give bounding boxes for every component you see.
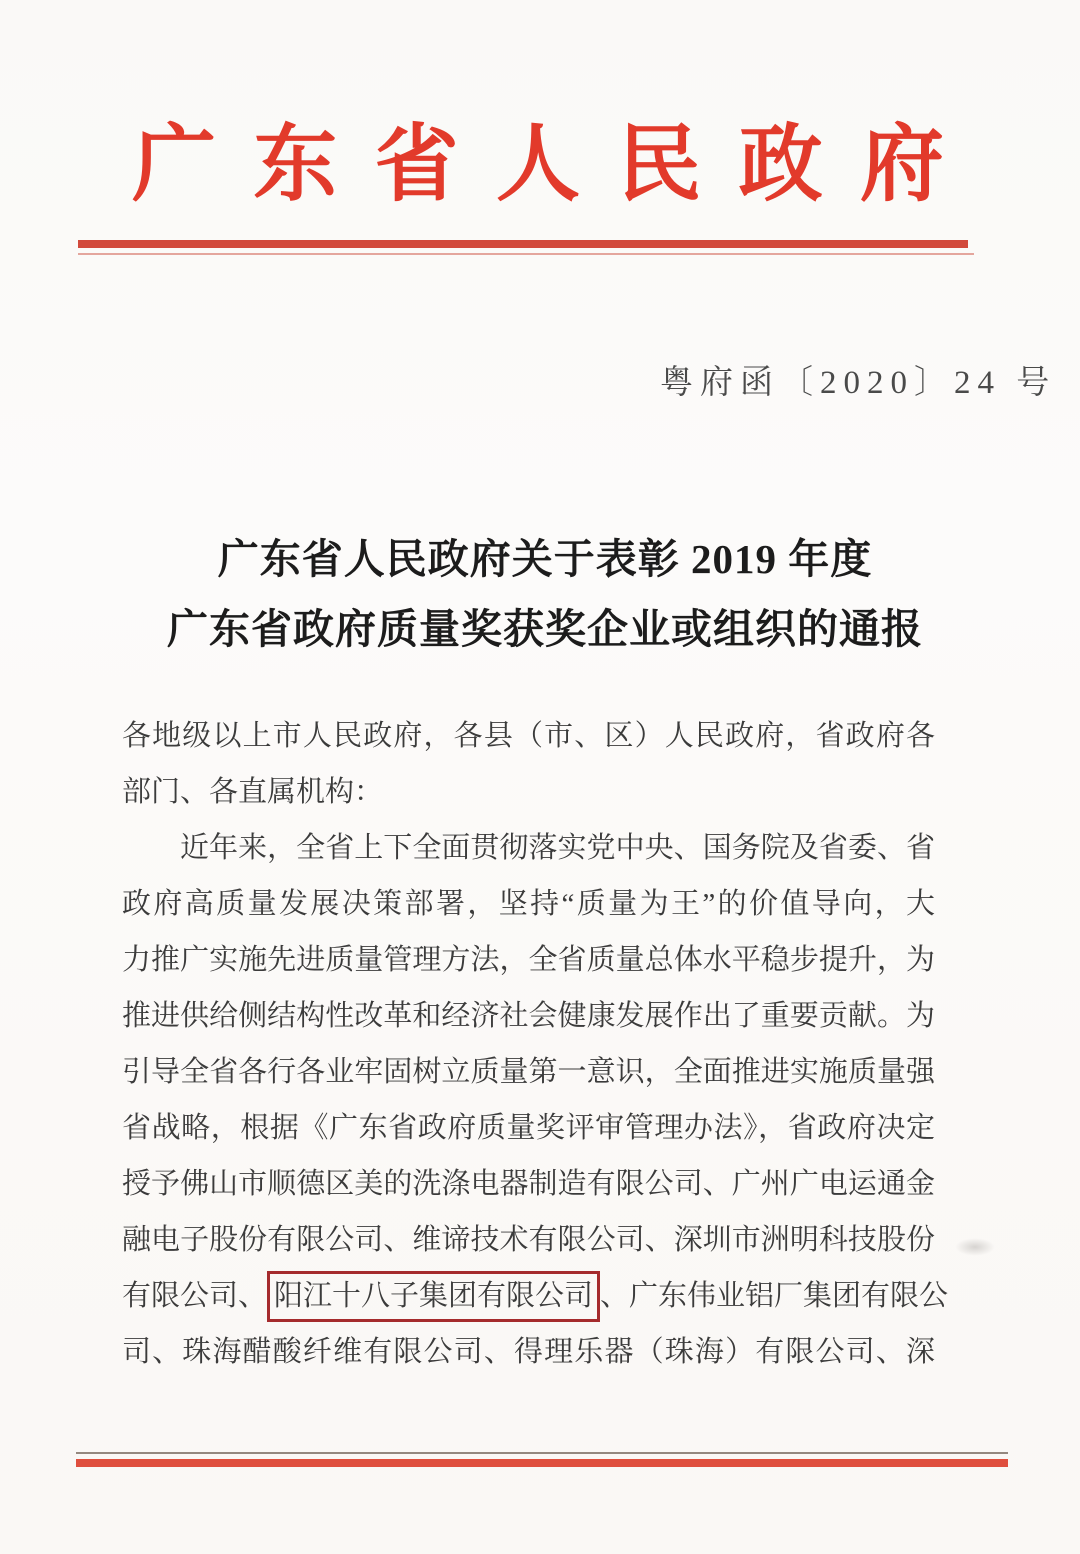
body-line: 政府高质量发展决策部署，坚持“质量为王”的价值导向，大	[122, 888, 935, 920]
body-text	[122, 708, 949, 1380]
doc-reference-number: 粤府函〔2020〕24 号	[660, 365, 1057, 401]
letterhead-rule-thick	[78, 240, 968, 248]
body-line: 融电子股份有限公司、维谛技术有限公司、深圳市洲明科技股份	[122, 1224, 935, 1256]
body-line-post-text: 、广东伟业铝厂集团有限公	[600, 1280, 949, 1312]
letterhead-rule-thin	[78, 253, 974, 255]
body-line: 部门、各直属机构：	[122, 776, 384, 808]
body-line: 引导全省各行各业牢固树立质量第一意识，全面推进实施质量强	[122, 1056, 935, 1088]
body-line-with-highlight	[122, 1268, 949, 1324]
body-line: 授予佛山市顺德区美的洗涤电器制造有限公司、广州广电运通金	[122, 1168, 935, 1200]
footer-rule-gray	[76, 1452, 1008, 1454]
doc-title-line2: 广东省政府质量奖获奖企业或组织的通报	[167, 606, 923, 652]
body-line: 力推广实施先进质量管理方法，全省质量总体水平稳步提升，为	[122, 944, 935, 976]
doc-title-line1: 广东省人民政府关于表彰 2019 年度	[217, 536, 873, 582]
body-line: 推进供给侧结构性改革和经济社会健康发展作出了重要贡献。为	[122, 1000, 935, 1032]
body-line: 近年来，全省上下全面贯彻落实党中央、国务院及省委、省	[180, 832, 935, 864]
body-line: 司、珠海醋酸纤维有限公司、得理乐器（珠海）有限公司、深	[122, 1336, 935, 1368]
footer-rule-red	[76, 1459, 1008, 1467]
scan-smudge-artifact	[955, 1238, 995, 1256]
highlighted-company-box: 阳江十八子集团有限公司	[267, 1271, 600, 1322]
body-line: 各地级以上市人民政府，各县（市、区）人民政府，省政府各	[122, 720, 935, 752]
body-line: 省战略，根据《广东省政府质量奖评审管理办法》，省政府决定	[122, 1112, 935, 1144]
letterhead-org-name: 广东省人民政府	[132, 119, 944, 212]
body-line-pre-text: 有限公司、	[122, 1280, 268, 1312]
